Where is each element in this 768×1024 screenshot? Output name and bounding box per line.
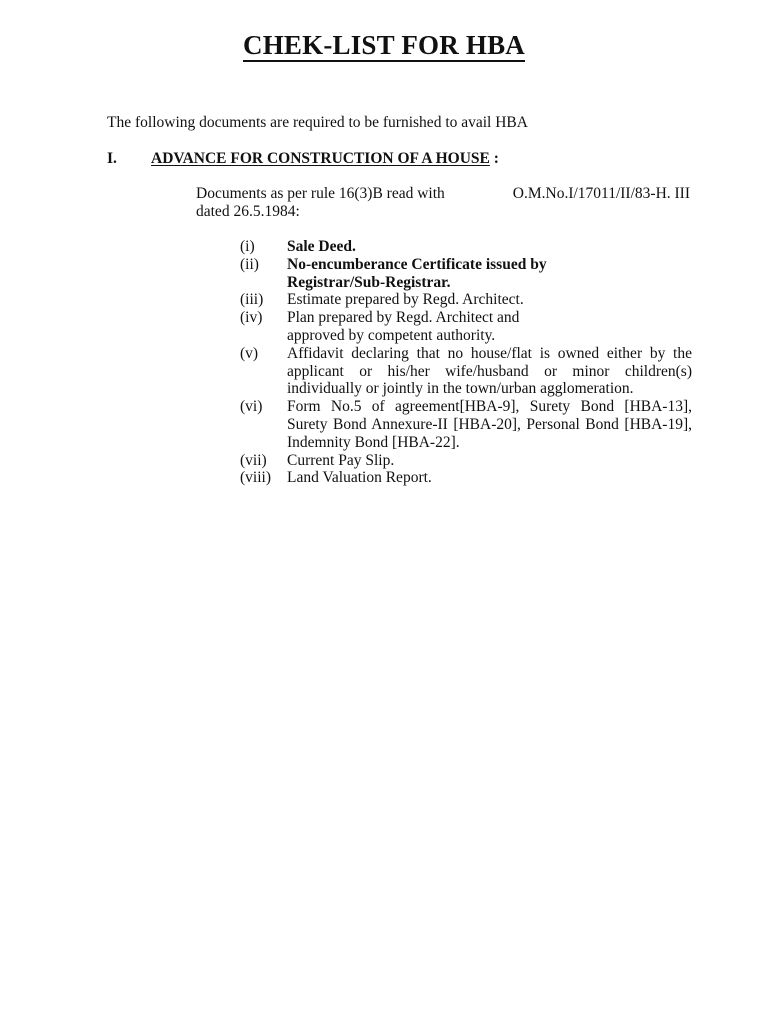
- section-title-suffix: :: [489, 150, 499, 167]
- list-item-text: Form No.5 of agreement[HBA-9], Surety Bond [HBA-13], Surety Bond Annexure-II [HBA-20], Personal Bond [HBA-19], Indemnity Bond [HBA-22].: [287, 398, 692, 451]
- document-title: [0, 30, 768, 62]
- list-item-number: (viii): [240, 469, 271, 487]
- list-item: [240, 345, 692, 398]
- rule-reference-left: Documents as per rule 16(3)B read with: [196, 185, 445, 202]
- rule-reference-line-2: dated 26.5.1984:: [196, 203, 300, 220]
- list-item-number: (v): [240, 344, 259, 362]
- list-item-number: (vii): [240, 451, 267, 469]
- list-item: [240, 469, 692, 487]
- list-item-text: Affidavit declaring that no house/flat is owned either by the applicant or his/her wife/husband or minor children(s) individually or jointly in the town/urban agglomeration.: [287, 344, 692, 398]
- list-item: [240, 256, 692, 292]
- list-item-text: Current Pay Slip.: [287, 451, 395, 469]
- list-item: [240, 309, 692, 345]
- document-title-text: CHEK-LIST FOR HBA: [243, 30, 525, 60]
- list-item-text: Estimate prepared by Regd. Architect.: [287, 291, 524, 309]
- list-item-number: (iii): [240, 291, 264, 309]
- section-heading: [107, 150, 499, 168]
- list-item: [240, 398, 692, 451]
- list-item-text: Land Valuation Report.: [287, 469, 432, 487]
- list-item: [240, 291, 692, 309]
- list-item: [240, 452, 692, 470]
- list-item-number: (vi): [240, 398, 263, 416]
- rule-reference-line-1: [196, 185, 690, 203]
- section-title: ADVANCE FOR CONSTRUCTION OF A HOUSE: [151, 150, 490, 167]
- list-item-text: No-encumberance Certificate issued by Registrar/Sub-Registrar.: [287, 255, 547, 291]
- list-item-number: (i): [240, 238, 255, 255]
- list-item-number: (ii): [240, 255, 259, 273]
- list-item-number: (iv): [240, 309, 263, 327]
- list-item-text: Sale Deed.: [287, 238, 356, 255]
- list-item-text: Plan prepared by Regd. Architect and approved by competent authority.: [287, 309, 520, 344]
- list-item: [240, 238, 692, 256]
- rule-reference: [196, 185, 690, 221]
- section-number: I.: [107, 150, 117, 167]
- document-list: [240, 238, 692, 487]
- intro-text: The following documents are required to be furnished to avail HBA: [107, 114, 528, 131]
- rule-reference-right: O.M.No.I/17011/II/83-H. III: [512, 185, 690, 202]
